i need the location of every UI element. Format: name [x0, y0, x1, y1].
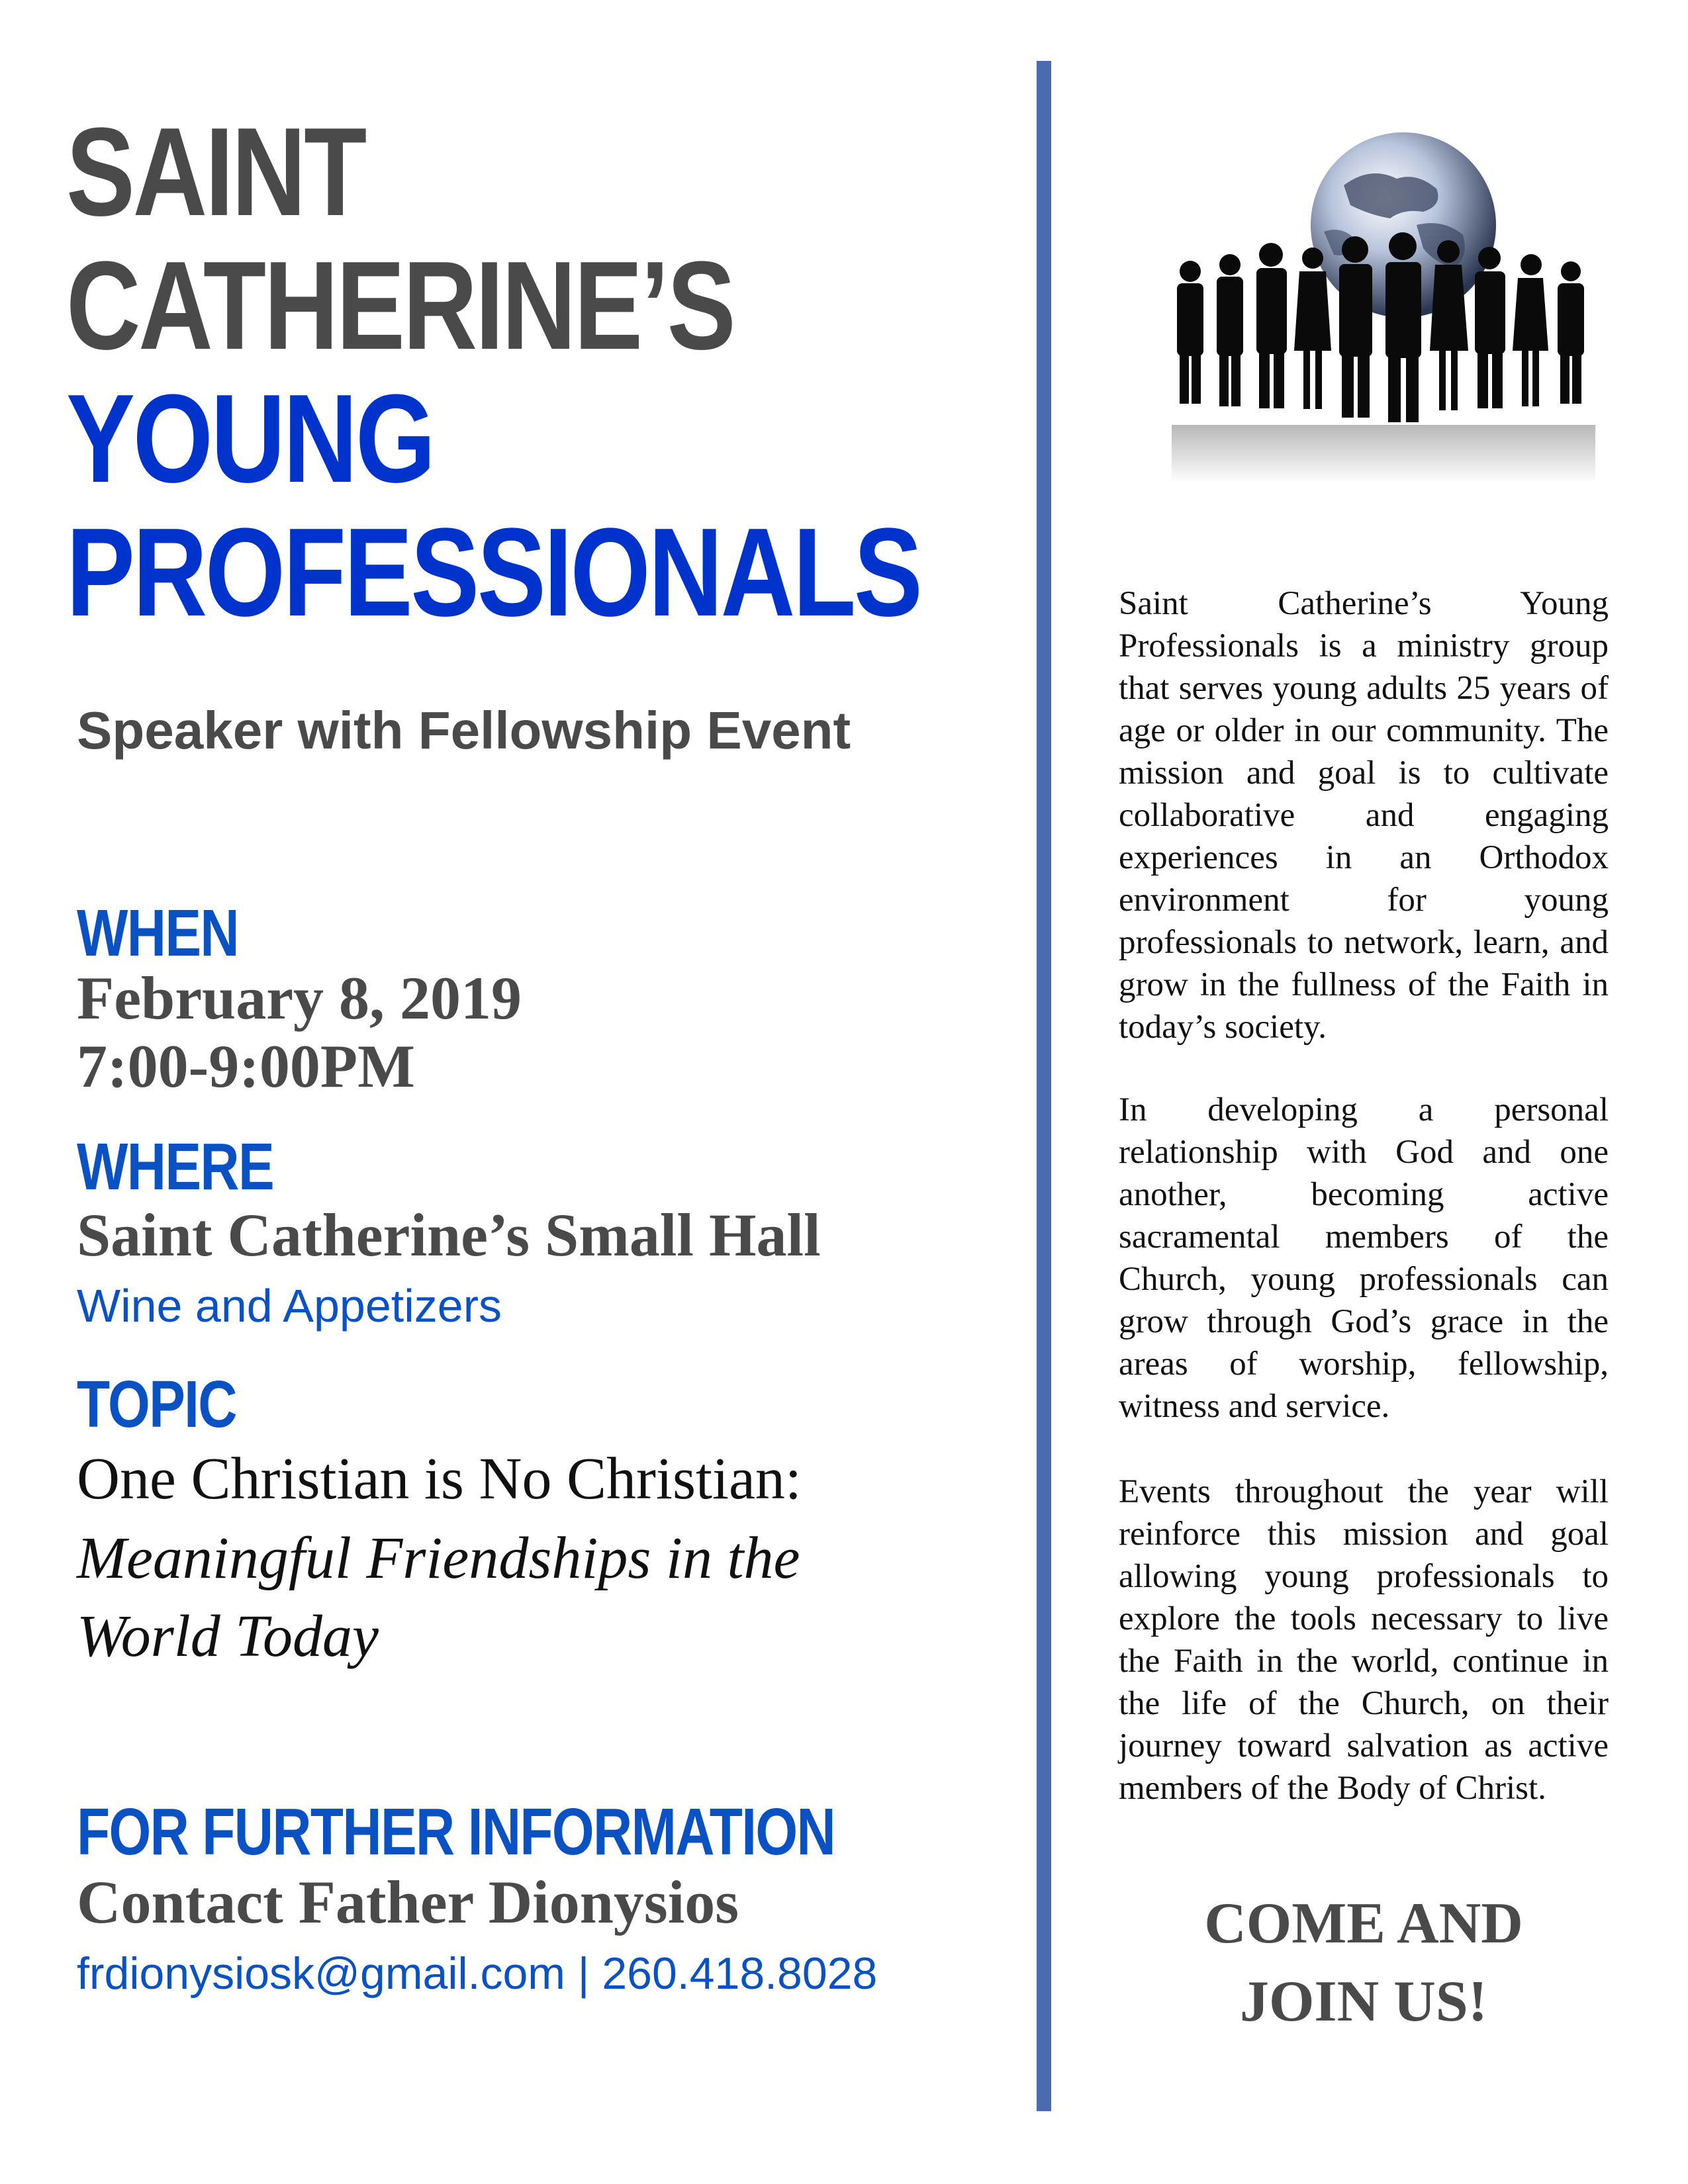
contact-details: frdionysiosk@gmail.com | 260.418.8028: [77, 1948, 878, 1999]
event-subtitle: Speaker with Fellowship Event: [77, 701, 851, 760]
about-paragraph-3: Events throughout the year will reinforce this mission and goal allowing young professionals to explore the tools necessary to live the Faith in the world, continue in the life of the Church, on their journey toward salvation as active members of the Body of Christ.: [1119, 1473, 1609, 1807]
event-date: February 8, 2019: [77, 964, 522, 1032]
when-label: WHEN: [77, 896, 238, 970]
about-paragraph-2: In developing a personal relationship with God and one another, becoming active sacramental members of the Church, young professionals can grow through God’s grace in the areas of worship, fellowship, witness and service.: [1119, 1091, 1609, 1425]
about-paragraph-1: Saint Catherine’s Young Professionals is a ministry group that serves young adults 25 years of age or older in our community. The mission and goal is to cultivate collaborative and engaging experiences in an Orthodox environment for young professionals to network, learn, and grow in the fullness of the Faith in today’s society.: [1119, 585, 1609, 1046]
headline-line-2: CATHERINE’S: [66, 236, 734, 376]
topic-subtitle-line-2: World Today: [77, 1604, 379, 1669]
location-detail: Wine and Appetizers: [77, 1280, 502, 1332]
call-to-action-line-2: JOIN US!: [1239, 1970, 1488, 2034]
event-time: 7:00-9:00PM: [77, 1032, 415, 1100]
globe-people-illustration-icon: [1152, 126, 1628, 483]
headline-line-3: YOUNG: [66, 369, 434, 509]
where-label: WHERE: [77, 1130, 274, 1204]
topic-subtitle-line-1: Meaningful Friendships in the: [77, 1525, 800, 1591]
topic-label: TOPIC: [77, 1367, 236, 1441]
call-to-action-line-1: COME AND: [1204, 1891, 1523, 1956]
headline-line-1: SAINT: [66, 102, 365, 242]
event-location: Saint Catherine’s Small Hall: [77, 1201, 821, 1269]
headline-line-4: PROFESSIONALS: [66, 502, 921, 643]
topic-title: One Christian is No Christian:: [77, 1446, 802, 1512]
contact-name: Contact Father Dionysios: [77, 1868, 739, 1936]
column-divider: [1037, 61, 1051, 2111]
further-info-label: FOR FURTHER INFORMATION: [77, 1795, 835, 1869]
